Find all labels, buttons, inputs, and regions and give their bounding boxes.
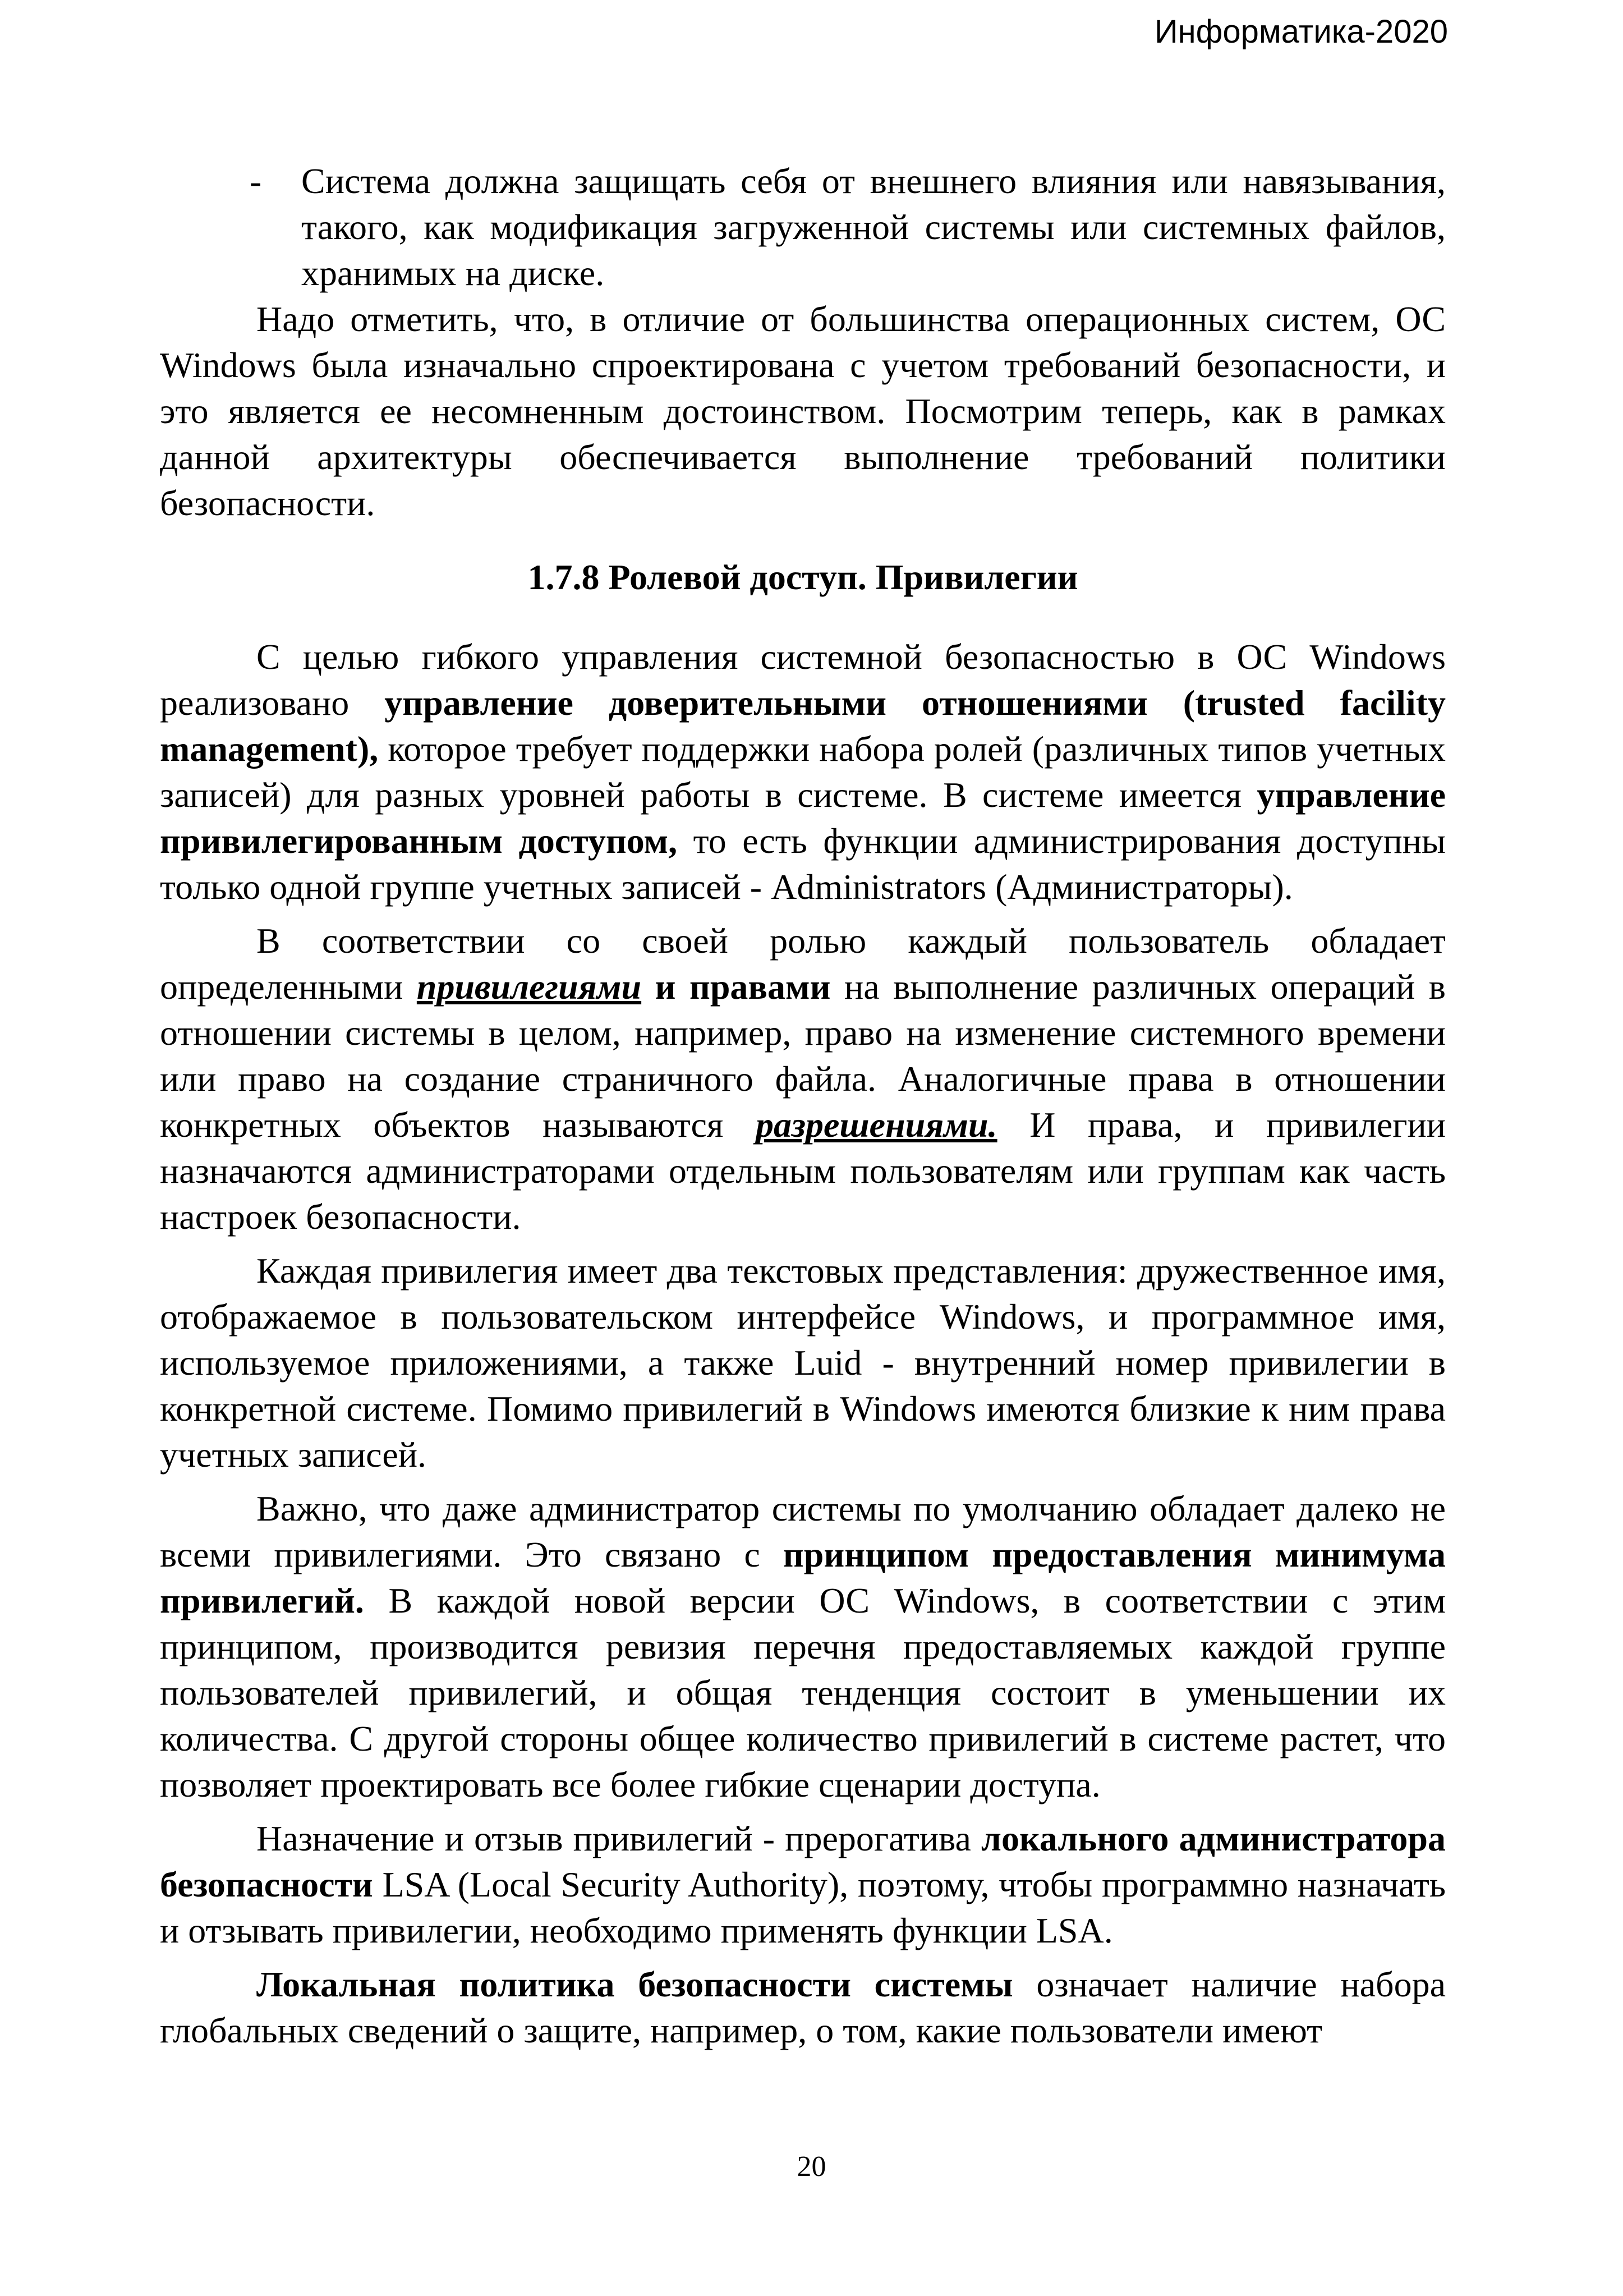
text-run: означает наличие набора глобальных сведений о защите, например, о том, какие пользователи имеют bbox=[160, 1964, 1446, 2050]
paragraph-privileges bbox=[160, 918, 1446, 1240]
text-run: LSA (Local Security Authority), поэтому, чтобы программно назначать и отзывать привилегии, необходимо применять функции LSA. bbox=[160, 1865, 1446, 1950]
paragraph-local-policy bbox=[160, 1962, 1446, 2054]
text-run: Назначение и отзыв привилегий - прерогатива bbox=[256, 1819, 982, 1858]
section-title: 1.7.8 Ролевой доступ. Привилегии bbox=[527, 557, 1078, 597]
paragraph-lsa bbox=[160, 1816, 1446, 1954]
page-number: 20 bbox=[797, 2151, 826, 2183]
paragraph-representations: Каждая привилегия имеет два текстовых представления: дружественное имя, отображаемое в пользовательском интерфейсе Windows, и программное имя, используемое приложениями, а также Luid - внутренний номер привилегии в конкретной системе. Помимо привилегий в Windows имеются близкие к ним права учетных записей. bbox=[160, 1251, 1446, 1475]
paragraph-least-privilege bbox=[160, 1486, 1446, 1808]
text-run: на выполнение различных операций в отношении системы в целом, например, право на изменение системного времени или право на создание страничного файла. Аналогичные права в отношении конкретных объектов называются bbox=[160, 967, 1446, 1145]
emphasis-permissions: разрешениями. bbox=[755, 1105, 997, 1145]
text-run: И права, и привилегии назначаются администраторами отдельным пользователям или группам как часть настроек безопасности. bbox=[160, 1105, 1446, 1237]
page-body bbox=[160, 158, 1446, 2054]
bullet-item bbox=[160, 158, 1446, 296]
bold-term-least-privilege: принципом предоставления минимума привилегий. bbox=[160, 1535, 1446, 1620]
bold-term-local-policy: Локальная политика безопасности системы bbox=[256, 1964, 1013, 2004]
emphasis-privileges: привилегиями bbox=[416, 967, 642, 1007]
text-run: Важно, что даже администратор системы по умолчанию обладает далеко не всеми привилегиями. Это связано с bbox=[160, 1489, 1446, 1574]
text-run: В каждой новой версии ОС Windows, в соответствии с этим принципом, производится ревизия перечня предоставляемых каждой группе пользователей привилегий, и общая тенденция состоит в уменьшении их количества. С другой стороны общее количество привилегий в системе растет, что позволяет проектировать все более гибкие сценарии доступа. bbox=[160, 1581, 1446, 1804]
paragraph-roles bbox=[160, 634, 1446, 910]
bold-term-rights: и правами bbox=[641, 967, 831, 1007]
bold-term-trusted-facility: управление доверительными отношениями (trusted facility management), bbox=[160, 683, 1446, 769]
bold-term-lsa: локального администратора безопасности bbox=[160, 1819, 1446, 1904]
bold-term-privileged-access: управление привилегированным доступом, bbox=[160, 775, 1446, 861]
text-run: В соответствии со своей ролью каждый пользователь обладает определенными bbox=[160, 921, 1446, 1007]
page-header: Информатика-2020 bbox=[1154, 13, 1448, 50]
text-run: С целью гибкого управления системной безопасностью в ОС Windows реализовано bbox=[160, 637, 1446, 723]
text-run: то есть функции администрирования доступны только одной группе учетных записей - Administrators (Администраторы). bbox=[160, 821, 1446, 907]
bullet-text: Система должна защищать себя от внешнего влияния или навязывания, такого, как модификация загруженной системы или системных файлов, хранимых на диске. bbox=[301, 161, 1446, 293]
bullet-dash: - bbox=[250, 161, 262, 201]
paragraph-intro: Надо отметить, что, в отличие от большинства операционных систем, ОС Windows была изначально спроектирована с учетом требований безопасности, и это является ее несомненным достоинством. Посмотрим теперь, как в рамках данной архитектуры обеспечивается выполнение требований политики безопасности. bbox=[160, 299, 1446, 523]
text-run: которое требует поддержки набора ролей (различных типов учетных записей) для разных уровней работы в системе. В системе имеется bbox=[160, 729, 1446, 815]
